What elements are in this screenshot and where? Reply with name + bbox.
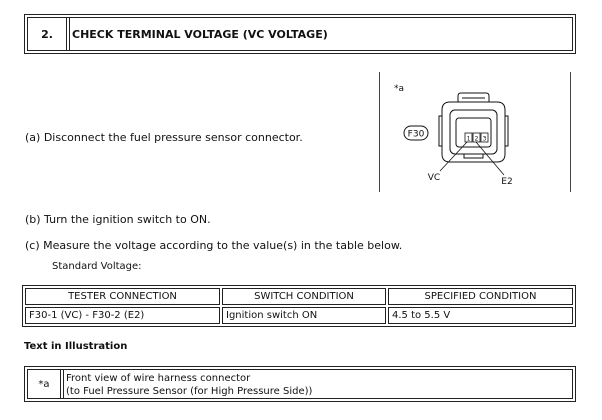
vc-label: VC bbox=[427, 173, 441, 183]
legend-description bbox=[64, 370, 312, 398]
table-row bbox=[25, 307, 573, 324]
legend-key: *a bbox=[28, 370, 61, 398]
connector-illustration bbox=[380, 72, 570, 192]
step-title: CHECK TERMINAL VOLTAGE (VC VOLTAGE) bbox=[72, 27, 328, 41]
legend-desc-line-2: (to Fuel Pressure Sensor (for High Pressure Side)) bbox=[66, 386, 313, 397]
voltage-table bbox=[22, 285, 576, 327]
illustration-ref-mark: *a bbox=[394, 84, 405, 94]
pin-1-label: 1 bbox=[466, 135, 471, 143]
instruction-b: (b) Turn the ignition switch to ON. bbox=[25, 213, 211, 226]
instruction-a: (a) Disconnect the fuel pressure sensor connector. bbox=[25, 131, 303, 144]
illustration-legend bbox=[24, 366, 576, 402]
header-switch-condition: SWITCH CONDITION bbox=[222, 288, 386, 305]
pin-3-label: 3 bbox=[482, 135, 487, 143]
standard-voltage-label: Standard Voltage: bbox=[52, 261, 142, 272]
table-header-row bbox=[25, 288, 573, 305]
header-tester-connection: TESTER CONNECTION bbox=[25, 288, 220, 305]
legend-heading: Text in Illustration bbox=[24, 341, 128, 352]
pin-2-label: 2 bbox=[474, 135, 479, 143]
pin-cavities bbox=[465, 133, 488, 143]
step-header bbox=[24, 14, 576, 54]
cell-switch-condition: Ignition switch ON bbox=[222, 307, 386, 324]
connector-id-text: F30 bbox=[407, 129, 425, 140]
illustration-right-border bbox=[570, 72, 571, 192]
vc-leader-line bbox=[440, 142, 467, 171]
step-number: 2. bbox=[28, 18, 67, 50]
header-specified-condition: SPECIFIED CONDITION bbox=[388, 288, 573, 305]
cell-tester-connection: F30-1 (VC) - F30-2 (E2) bbox=[25, 307, 220, 324]
e2-label: E2 bbox=[501, 177, 513, 187]
instruction-c: (c) Measure the voltage according to the value(s) in the table below. bbox=[25, 239, 403, 252]
cell-specified-condition: 4.5 to 5.5 V bbox=[388, 307, 573, 324]
connector-body bbox=[439, 93, 508, 162]
legend-desc-line-1: Front view of wire harness connector bbox=[66, 373, 251, 384]
